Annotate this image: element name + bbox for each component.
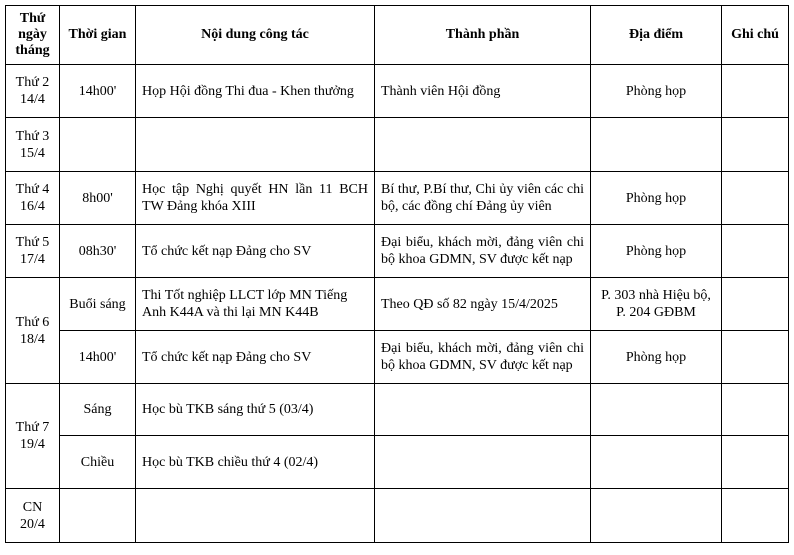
weekday-label: Thứ 4 (15, 182, 50, 197)
table-row (6, 225, 789, 278)
table-row (6, 489, 789, 543)
time-cell: Buổi sáng (60, 278, 136, 331)
table-row (6, 118, 789, 172)
note-cell (722, 118, 789, 172)
participants-cell: Bí thư, P.Bí thư, Chi ủy viên các chi bộ, các đồng chí Đảng ủy viên (375, 172, 591, 225)
table-row (6, 172, 789, 225)
participants-cell: Đại biểu, khách mời, đảng viên chi bộ khoa GDMN, SV được kết nạp (375, 331, 591, 384)
note-cell (722, 65, 789, 118)
content-cell (136, 489, 375, 543)
location-cell: Phòng họp (591, 65, 722, 118)
time-cell: 08h30' (60, 225, 136, 278)
note-cell (722, 278, 789, 331)
date-label: 19/4 (20, 437, 45, 452)
header-participants: Thành phần (375, 6, 591, 65)
day-cell (6, 118, 60, 172)
table-row (6, 278, 789, 331)
header-content: Nội dung công tác (136, 6, 375, 65)
location-cell: Phòng họp (591, 225, 722, 278)
location-cell (591, 384, 722, 436)
table-row (6, 65, 789, 118)
time-cell: Sáng (60, 384, 136, 436)
header-row (6, 6, 789, 65)
day-cell (6, 225, 60, 278)
note-cell (722, 172, 789, 225)
content-cell (136, 118, 375, 172)
day-cell (6, 384, 60, 489)
note-cell (722, 225, 789, 278)
note-cell (722, 489, 789, 543)
time-cell: 8h00' (60, 172, 136, 225)
time-cell (60, 489, 136, 543)
content-cell: Thi Tốt nghiệp LLCT lớp MN Tiếng Anh K44A và thi lại MN K44B (136, 278, 375, 331)
table-row (6, 331, 789, 384)
participants-cell (375, 118, 591, 172)
table-row (6, 436, 789, 489)
location-cell (591, 118, 722, 172)
location-cell (591, 489, 722, 543)
header-day: Thứ ngày tháng (6, 6, 60, 65)
header-note: Ghi chú (722, 6, 789, 65)
work-schedule-table (5, 5, 789, 543)
weekday-label: Thứ 2 (15, 75, 50, 90)
participants-cell (375, 436, 591, 489)
weekday-label: CN (22, 499, 43, 515)
date-label: 18/4 (20, 331, 45, 347)
date-label: 16/4 (20, 199, 45, 214)
date-label: 15/4 (20, 145, 45, 161)
location-cell: Phòng họp (591, 172, 722, 225)
weekday-label: Thứ 5 (15, 235, 50, 250)
participants-cell: Theo QĐ số 82 ngày 15/4/2025 (375, 278, 591, 331)
weekday-label: Thứ 6 (15, 314, 50, 330)
participants-cell: Thành viên Hội đồng (375, 65, 591, 118)
participants-cell: Đại biểu, khách mời, đảng viên chi bộ khoa GDMN, SV được kết nạp (375, 225, 591, 278)
header-location: Địa điểm (591, 6, 722, 65)
participants-cell (375, 489, 591, 543)
time-cell (60, 118, 136, 172)
note-cell (722, 436, 789, 489)
location-cell: Phòng họp (591, 331, 722, 384)
weekday-label: Thứ 3 (15, 128, 50, 144)
content-cell: Tổ chức kết nạp Đảng cho SV (136, 225, 375, 278)
content-cell: Học bù TKB sáng thứ 5 (03/4) (136, 384, 375, 436)
day-cell (6, 172, 60, 225)
time-cell: 14h00' (60, 331, 136, 384)
time-cell: Chiều (60, 436, 136, 489)
date-label: 20/4 (20, 516, 45, 532)
content-cell: Họp Hội đồng Thi đua - Khen thưởng (136, 65, 375, 118)
time-cell: 14h00' (60, 65, 136, 118)
day-cell (6, 489, 60, 543)
day-cell (6, 278, 60, 384)
date-label: 17/4 (20, 252, 45, 267)
weekday-label: Thứ 7 (15, 420, 50, 435)
day-cell (6, 65, 60, 118)
date-label: 14/4 (20, 92, 45, 107)
content-cell: Tổ chức kết nạp Đảng cho SV (136, 331, 375, 384)
location-cell (591, 436, 722, 489)
content-cell: Học bù TKB chiều thứ 4 (02/4) (136, 436, 375, 489)
header-time: Thời gian (60, 6, 136, 65)
note-cell (722, 384, 789, 436)
note-cell (722, 331, 789, 384)
location-cell: P. 303 nhà Hiệu bộ, P. 204 GĐBM (591, 278, 722, 331)
table-row (6, 384, 789, 436)
content-cell: Học tập Nghị quyết HN lần 11 BCH TW Đảng khóa XIII (136, 172, 375, 225)
participants-cell (375, 384, 591, 436)
